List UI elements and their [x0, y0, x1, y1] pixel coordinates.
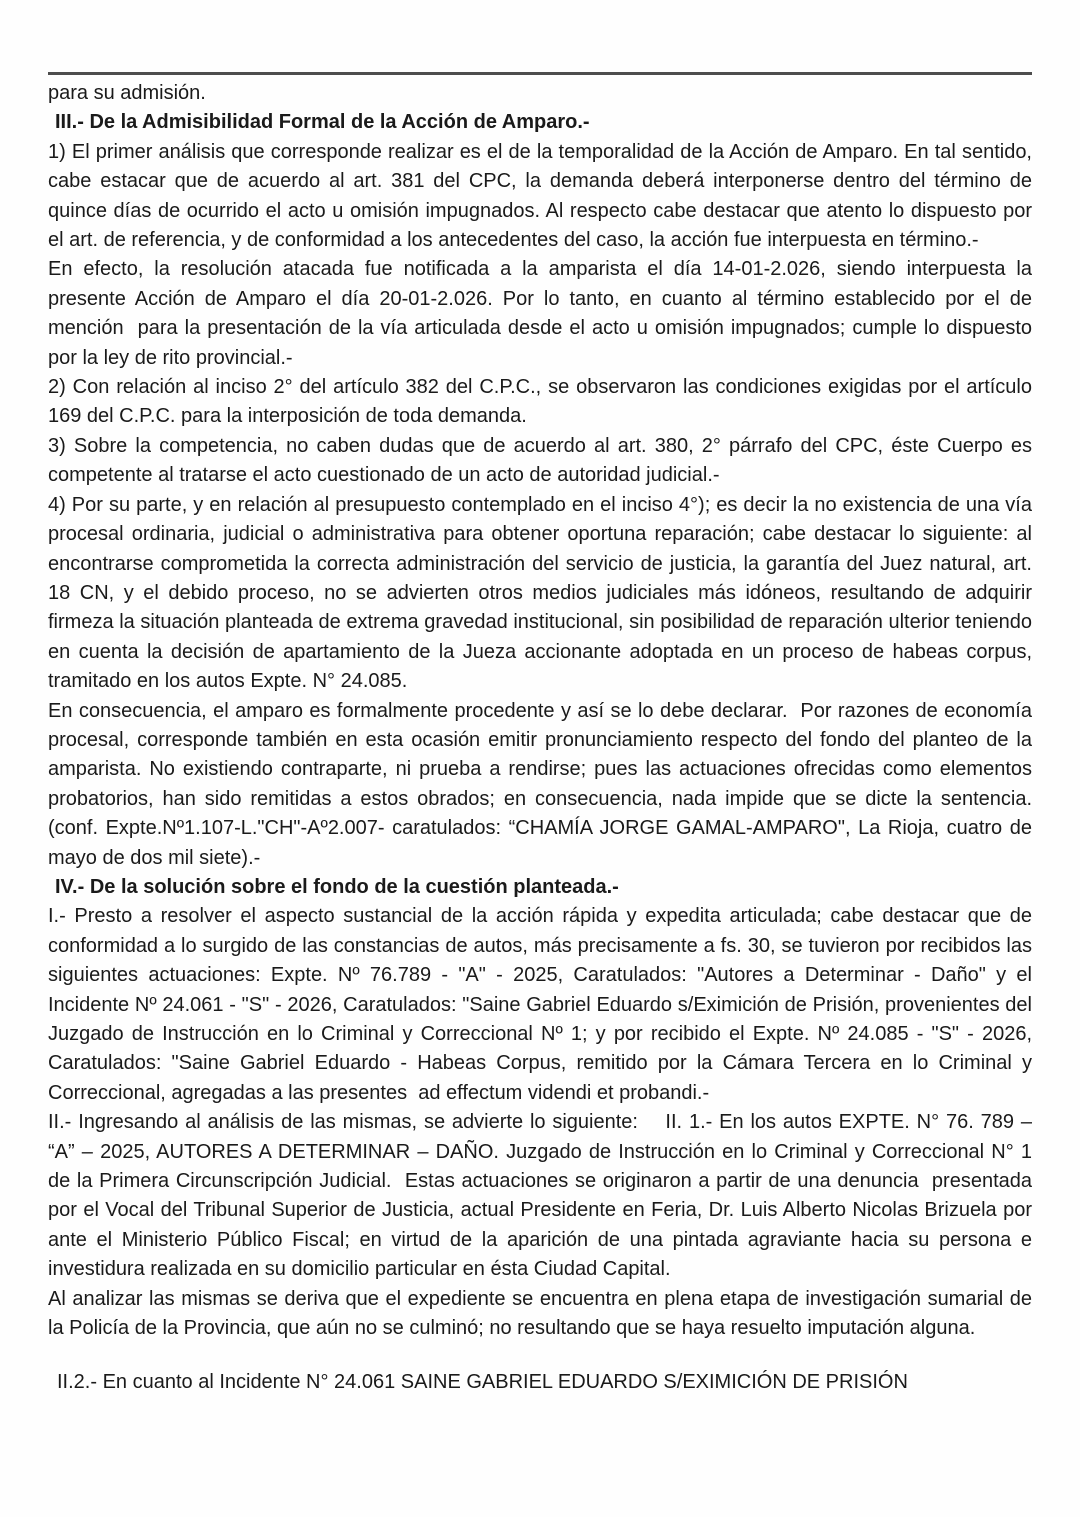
paragraph-intro-fragment: para su admisión.	[48, 82, 206, 104]
paragraph-procedencia-formal: En consecuencia, el amparo es formalmente procedente y así se lo debe declarar. Por razones de economía procesal, corresponde también en esta ocasión emitir pronunciamiento respecto del fondo del planteo de la amparista. No existiendo contraparte, ni prueba a rendirse; pues las actuaciones ofrecidas como elementos probatorios, han sido remitidas a estos obrados; en consecuencia, nada impide que se dicte la sentencia. (conf. Expte.Nº1.107-L."CH"-Aº2.007- caratulados: “CHAMÍA JORGE GAMAL-AMPARO", La Rioja, cuatro de mayo de dos mil siete).-	[48, 699, 1032, 869]
paragraph-temporalidad: 1) El primer análisis que corresponde realizar es el de la temporalidad de la Acción de Amparo. En tal sentido, cabe estacar que de acuerdo al art. 381 del CPC, la demanda deberá interponerse dentro del término de quince días de ocurrido el acto u omisión impugnados. Al respecto cabe destacar que atento lo dispuesto por el art. de referencia, y de conformidad a los antecedentes del caso, la acción fue interpuesta en término.-	[48, 140, 1032, 252]
paragraph-incidente-ii2: II.2.- En cuanto al Incidente N° 24.061 SAINE GABRIEL EDUARDO S/EXIMICIÓN DE PRISIÓN	[57, 1371, 908, 1394]
paragraph-inciso-2: 2) Con relación al inciso 2° del artículo 382 del C.P.C., se observaron las condiciones exigidas por el artículo 169 del C.P.C. para la interposición de toda demanda.	[48, 376, 1032, 428]
paragraph-actuaciones-recibidas: I.- Presto a resolver el aspecto sustancial de la acción rápida y expedita articulada; cabe destacar que de conformidad a lo surgido de las constancias de autos, más precisamente a fs. 30, se tuvieron por recibidos las siguientes actuaciones: Expte. Nº 76.789 - "A" - 2025, Caratulados: "Autores a Determinar - Daño" y el Incidente Nº 24.061 - "S" - 2026, Caratulados: "Saine Gabriel Eduardo s/Eximición de Prisión, provenientes del Juzgado de Instrucción en lo Criminal y Correccional Nº 1; y por recibido el Expte. Nº 24.085 - "S" - 2026, Caratulados: "Saine Gabriel Eduardo - Habeas Corpus, remitido por la Cámara Tercera en lo Criminal y Correccional, agregadas a las presentes ad effectum videndi et probandi.-	[48, 905, 1032, 1104]
paragraph-notificacion-fechas: En efecto, la resolución atacada fue notificada a la amparista el día 14-01-2.026, siendo interpuesta la presente Acción de Amparo el día 20-01-2.026. Por lo tanto, en cuanto al término establecido por el de mención para la presentación de la vía articulada desde el acto u omisión impugnados; cumple lo dispuesto por la ley de rito provincial.-	[48, 258, 1032, 369]
paragraph-competencia: 3) Sobre la competencia, no caben dudas que de acuerdo al art. 380, 2° párrafo del CPC, éste Cuerpo es competente al tratarse el acto cuestionado de un acto de autoridad judicial.-	[48, 434, 1032, 487]
paragraph-inciso-4: 4) Por su parte, y en relación al presupuesto contemplado en el inciso 4°); es decir la no existencia de una vía procesal ordinaria, judicial o administrativa para obtener oportuna reparación; cabe destacar lo siguiente: al encontrarse comprometida la correcta administración del servicio de justicia, la garantía del Juez natural, art. 18 CN, y el debido proceso, no se advierten otros medios judiciales más idóneos, resultando de adquirir firmeza la situación planteada de extrema gravedad institucional, sin posibilidad de reparación ulterior teniendo en cuenta la decisión de apartamiento de la Jueza accionante adoptada en un proceso de habeas corpus, tramitado en los autos Expte. N° 24.085.	[48, 493, 1032, 693]
heading-section-iii-admisibilidad: III.- De la Admisibilidad Formal de la Acción de Amparo.-	[55, 111, 590, 134]
paragraph-etapa-investigacion: Al analizar las mismas se deriva que el expediente se encuentra en plena etapa de investigación sumarial de la Policía de la Provincia, que aún no se culminó; no resultando que se haya resuelto imputación alguna.	[48, 1287, 1032, 1340]
heading-section-iv-fondo: IV.- De la solución sobre el fondo de la cuestión planteada.-	[55, 875, 619, 898]
document-content	[48, 72, 1032, 1398]
paragraph-analisis-expte-76789: II.- Ingresando al análisis de las mismas, se advierte lo siguiente: II. 1.- En los autos EXPTE. N° 76. 789 – “A” – 2025, AUTORES A DETERMINAR – DAÑO. Juzgado de Instrucción en lo Criminal y Correccional N° 1 de la Primera Circunscripción Judicial. Estas actuaciones se originaron a partir de una denuncia presentada por el Vocal del Tribunal Superior de Justicia, actual Presidente en Feria, Dr. Luis Alberto Nicolas Brizuela por ante el Ministerio Público Fiscal; en virtud de la aparición de una pintada agraviante hacia su persona e investidura realizada en su domicilio particular en ésta Ciudad Capital.	[48, 1111, 1032, 1281]
page-top-divider	[48, 72, 1032, 75]
